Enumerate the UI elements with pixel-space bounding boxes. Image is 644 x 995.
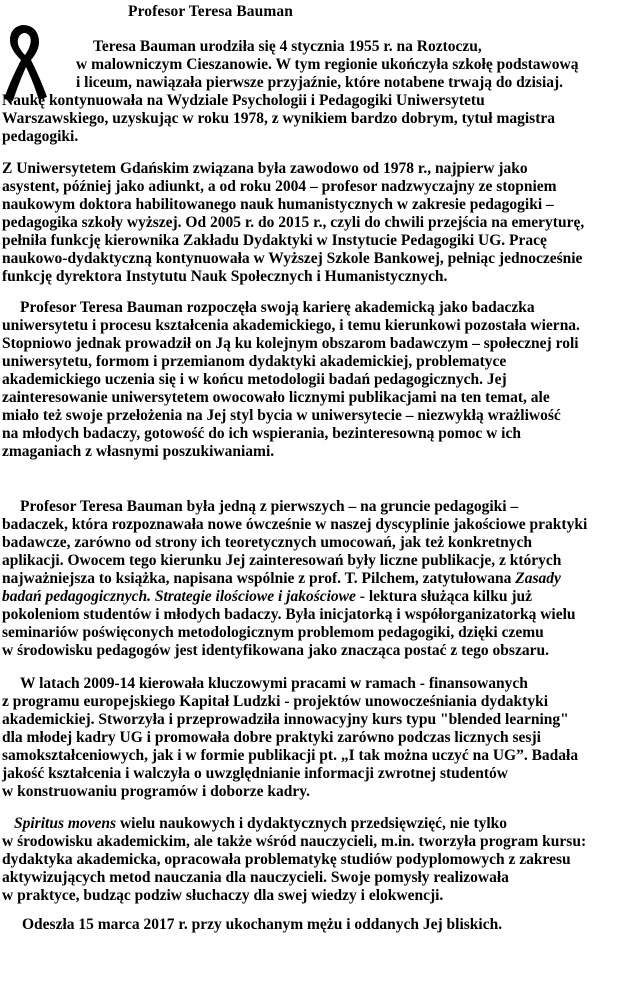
paragraph-4-line-1: Profesor Teresa Bauman była jedną z pierwszych – na gruncie pedagogiki –: [20, 498, 519, 515]
paragraph-3-line-8: na młodych badaczy, gotowość do ich wspierania, bezinteresowną pomoc w ich: [2, 425, 521, 442]
paragraph-1-line-3: i liceum, nawiązała pierwsze przyjaźnie, które notabene trwają do dzisiaj.: [76, 74, 564, 91]
paragraph-3-line-6: zainteresowanie uniwersytetem owocowało licznymi publikacjami na ten temat, ale: [2, 389, 550, 406]
closing-line: Odeszła 15 marca 2017 r. przy ukochanym mężu i oddanych Jej bliskich.: [22, 916, 503, 933]
paragraph-1-line-5: Warszawskiego, uzyskując w roku 1978, z wynikiem bardzo dobrym, tytuł magistra: [2, 110, 555, 127]
paragraph-6-line-4: aktywizujących metod nauczania dla nauczycieli. Swoje pomysły realizowała: [2, 869, 509, 886]
paragraph-4-line-4: aplikacji. Owocem tego kierunku Jej zainteresowań były liczne publikacje, z których: [2, 552, 562, 569]
paragraph-4-line-7: pokoleniom studentów i młodych badaczy. Była inicjatorką i współorganizatorką wielu: [2, 606, 576, 623]
paragraph-1-line-4: Naukę kontynuowała na Wydziale Psychologii i Pedagogiki Uniwersytetu: [2, 92, 485, 109]
spiritus-movens: Spiritus movens: [14, 815, 117, 832]
paragraph-3-line-9: zmaganiach z własnymi poszukiwaniami.: [2, 443, 275, 460]
paragraph-6-line-1: [14, 815, 507, 833]
paragraph-4-line-5: [2, 570, 561, 588]
paragraph-4-line-6-suffix: - lektura służąca kilku już: [355, 588, 533, 605]
paragraph-4-line-2: badaczek, która rozpoznawała nowe ówcześnie w naszej dyscyplinie jakościowe praktyki: [2, 516, 588, 533]
paragraph-2-line-2: asystent, później jako adiunkt, a od roku 2004 – profesor nadzwyczajny ze stopniem: [2, 178, 557, 195]
paragraph-5-line-4: dla młodej kadry UG i promowała dobre praktyki zarówno podczas licznych sesji: [2, 729, 541, 746]
paragraph-2-line-4: pedagogika szkoły wyższej. Od 2005 r. do 2015 r., czyli do chwili przejścia na emeryturę,: [2, 214, 585, 231]
paragraph-5-line-1: W latach 2009-14 kierowała kluczowymi pracami w ramach - finansowanych: [20, 675, 528, 692]
page-title: Profesor Teresa Bauman: [128, 3, 293, 20]
paragraph-5-line-3: akademickiej. Stworzyła i przeprowadziła innowacyjny kurs typu "blended learning": [2, 711, 569, 728]
mourning-ribbon-icon: [2, 22, 48, 102]
paragraph-6-line-2: w środowisku akademickim, ale także wśród nauczycieli, m.in. tworzyła program kursu:: [2, 833, 587, 850]
paragraph-5-line-6: jakość kształcenia i walczyła o uwzględnianie informacji zwrotnej studentów: [2, 765, 508, 782]
paragraph-6-line-1-text: wielu naukowych i dydaktycznych przedsięwzięć, nie tylko: [119, 815, 508, 832]
paragraph-5-line-5: samokształceniowych, jak i w formie publikacji pt. „I tak można uczyć na UG”. Badała: [2, 747, 579, 764]
paragraph-3-line-4: uniwersytetu, formom i przemianom dydaktyki akademickiej, problematyce: [2, 353, 507, 370]
paragraph-4-line-5-text: najważniejsza to książka, napisana wspólnie z prof. T. Pilchem, zatytułowana: [2, 570, 512, 587]
paragraph-2-line-1: Z Uniwersytetem Gdańskim związana była zawodowo od 1978 r., najpierw jako: [2, 160, 528, 177]
paragraph-2-line-7: funkcję dyrektora Instytutu Nauk Społecznych i Humanistycznych.: [2, 268, 448, 285]
paragraph-5-line-2: z programu europejskiego Kapitał Ludzki - projektów unowocześniania dydaktyki: [2, 693, 549, 710]
paragraph-4-line-6: [2, 588, 532, 606]
paragraph-4-line-3: badawcze, zarówno od strony ich teoretycznych umocowań, jak też konkretnych: [2, 534, 532, 551]
paragraph-3-line-3: Stopniowo jednak prowadził on Ją ku kolejnym obszarom badawczym – społecznej roli: [2, 335, 579, 352]
paragraph-4-line-9: w środowisku pedagogów jest identyfikowana jako znacząca postać z tego obszaru.: [2, 642, 549, 659]
paragraph-4-line-8: seminariów poświęconych metodologicznym problemom pedagogiki, dzięki czemu: [2, 624, 544, 641]
paragraph-2-line-5: pełniła funkcję kierownika Zakładu Dydaktyki w Instytucie Pedagogiki UG. Pracę: [2, 232, 547, 249]
paragraph-6-line-3: dydaktyka akademicka, opracowała problematykę studiów podyplomowych z zakresu: [2, 851, 571, 868]
paragraph-3-line-5: akademickiego uczenia się i w końcu metodologii badań pedagogicznych. Jej: [2, 371, 507, 388]
paragraph-3-line-1: Profesor Teresa Bauman rozpoczęła swoją karierę akademicką jako badaczka: [20, 299, 535, 316]
paragraph-1-line-2: w malowniczym Cieszanowie. W tym regionie ukończyła szkołę podstawową: [76, 56, 579, 73]
paragraph-1-line-6: pedagogiki.: [2, 128, 79, 145]
paragraph-2-line-6: naukowo-dydaktyczną kontynuowała w Wyższej Szkole Bankowej, pełniąc jednocześnie: [2, 250, 583, 267]
book-title-rest: badań pedagogicznych. Strategie ilościowe i jakościowe: [2, 588, 356, 605]
paragraph-1-line-1: Teresa Bauman urodziła się 4 stycznia 1955 r. na Roztoczu,: [93, 38, 482, 55]
book-title-start: Zasady: [515, 570, 561, 587]
paragraph-2-line-3: naukowym doktora habilitowanego nauk humanistycznych w zakresie pedagogiki –: [2, 196, 554, 213]
paragraph-3-line-7: miało też swoje przełożenia na Jej styl bycia w uniwersytecie – niezwykłą wrażliwość: [2, 407, 561, 424]
paragraph-5-line-7: w konstruowaniu programów i doborze kadry.: [2, 783, 311, 800]
paragraph-3-line-2: uniwersytetu i procesu kształcenia akademickiego, i temu kierunkowi pozostała wierna.: [2, 317, 580, 334]
paragraph-6-line-5: w praktyce, budząc podziw słuchaczy dla swej wiedzy i elokwencji.: [2, 887, 444, 904]
